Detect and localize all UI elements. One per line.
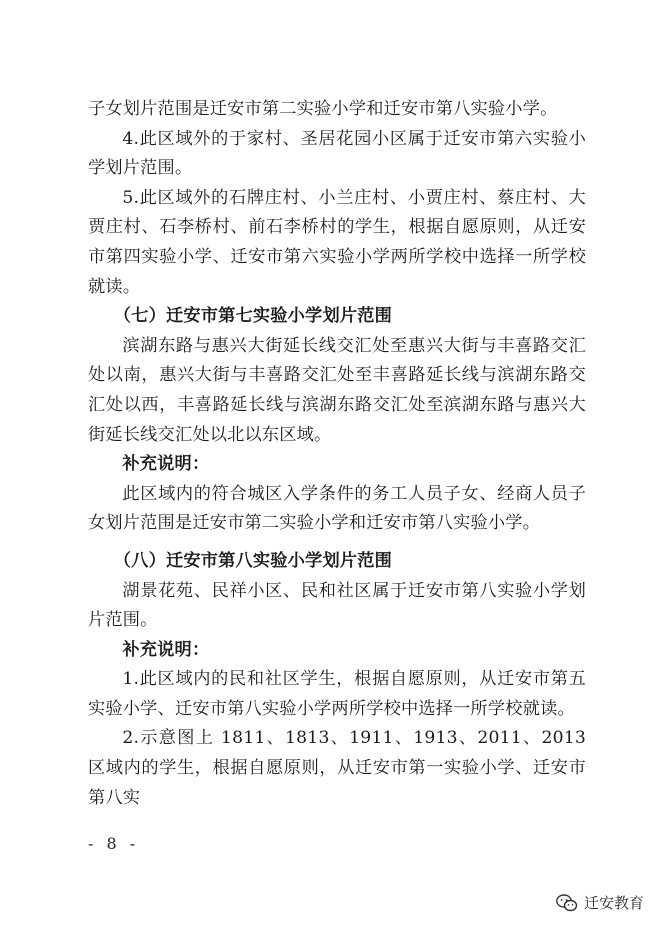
page-number: - 8 - [88, 834, 140, 853]
document-body [88, 95, 586, 813]
paragraph: 2.示意图上 1811、1813、1911、1913、2011、2013 区域内的学生，根据自愿原则，从迁安市第一实验小学、迁安市第八实 [88, 728, 586, 808]
paragraph: 1.此区域内的民和社区学生，根据自愿原则，从迁安市第五实验小学、迁安市第八实验小学两所学校中选择一所学校就读。 [88, 669, 586, 719]
source-watermark [556, 892, 644, 913]
paragraph: 滨湖东路与惠兴大街延长线交汇处至惠兴大街与丰喜路交汇处以南，惠兴大街与丰喜路交汇处至丰喜路延长线与滨湖东路交汇处以西，丰喜路延长线与滨湖东路交汇处至滨湖东路与惠兴大街延长线交汇处以北以东区域。 [88, 335, 586, 445]
paragraph: 此区域内的符合城区入学条件的务工人员子女、经商人员子女划片范围是迁安市第二实验小学和迁安市第八实验小学。 [88, 483, 586, 534]
paragraph: 4.此区域外的于家村、圣居花园小区属于迁安市第六实验小学划片范围。 [88, 128, 586, 179]
supplementary-note-label: 补充说明： [122, 454, 210, 475]
paragraph: 5.此区域外的石牌庄村、小兰庄村、小贾庄村、蔡庄村、大贾庄村、石李桥村、前石李桥村的学生，根据自愿原则，从迁安市第四实验小学、迁安市第六实验小学两所学校中选择一所学校就读。 [88, 187, 586, 297]
section-heading-7: （七）迁安市第七实验小学划片范围 [113, 306, 392, 327]
section-heading-8: （八）迁安市第八实验小学划片范围 [113, 550, 392, 571]
paragraph: 子女划片范围是迁安市第二实验小学和迁安市第八实验小学。 [88, 99, 558, 119]
watermark-text: 迁安教育 [583, 894, 644, 912]
wechat-icon [556, 894, 578, 912]
supplementary-note-label: 补充说明： [122, 639, 210, 660]
paragraph: 湖景花苑、民祥小区、民和社区属于迁安市第八实验小学划片范围。 [88, 580, 586, 631]
